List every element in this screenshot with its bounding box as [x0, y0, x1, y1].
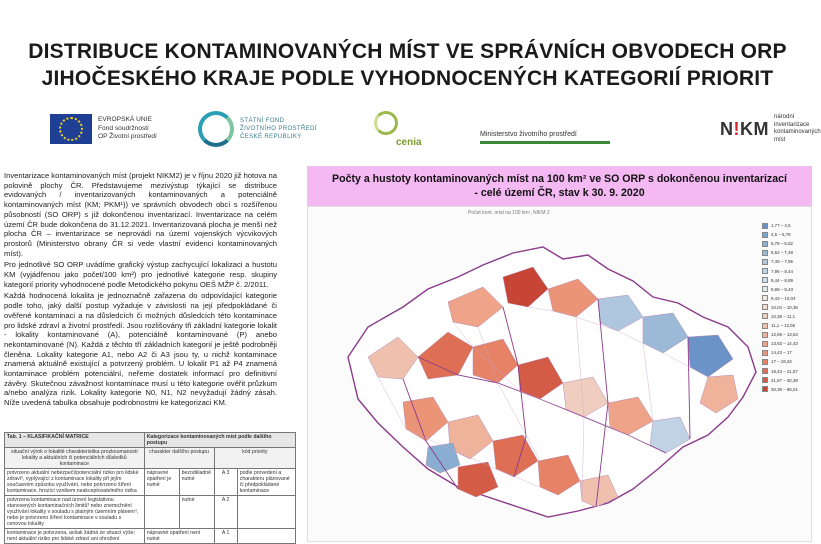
- legend-swatch: [762, 377, 768, 383]
- legend-item: 12,55 – 13,63: [762, 330, 810, 339]
- legend-item: 8,89 – 9,43: [762, 285, 810, 294]
- legend-item: 18,43 – 21,57: [762, 367, 810, 376]
- table-row: potvrzena kontaminace nad úrovní legislativou stanovených kontaminačních limitů³ nebo znemožnění využívání lokality v souladu s platným územním plánem⁴, nebo je potvrzeno šíření kontaminace v souladu s cenovou lokality nutné A 2: [5, 496, 296, 529]
- map-title-banner: [307, 166, 812, 206]
- mzp-logo: Ministerstvo životního prostředí: [480, 104, 610, 154]
- legend-item: 10,38 – 11,1: [762, 312, 810, 321]
- table-caption-right: Kategorizace kontaminovaných míst podle dalšího postupu: [144, 433, 295, 448]
- legend-item: 6,52 – 7,49: [762, 248, 810, 257]
- legend-swatch: [762, 241, 768, 247]
- body-text: [4, 171, 277, 410]
- eu-logo: [50, 104, 157, 154]
- title-block: [0, 38, 815, 92]
- legend-item: 5,78 – 6,52: [762, 239, 810, 248]
- legend-item: 8,44 – 8,89: [762, 276, 810, 285]
- legend-item: 7,49 – 7,96: [762, 257, 810, 266]
- legend-item: 11,1 – 12,55: [762, 321, 810, 330]
- legend-item: 30,39 – 85,01: [762, 385, 810, 394]
- legend-item: 21,57 – 30,39: [762, 376, 810, 385]
- table-header-situation: situační výrok o lokalitě charakteristika prozkoumanosti lokality a aktuálních či potenciálních důsledků kontaminace: [5, 448, 145, 469]
- table-row: potvrzeno aktuální nebezpečí/potenciální riziko pro lidské zdraví², vyplývající z kontaminace lokality při jejím současném způsobu využívání, nebo potvrzeno šíření kontaminace, hrozící vznikem neakceptovatelného rizika nápravné opatření je nutné bezodkladně nutné A 3 podle provedení a charakteru plánované či předpokládané kontaminace: [5, 469, 296, 496]
- legend-item: 9,43 – 10,04: [762, 294, 810, 303]
- legend-swatch: [762, 295, 768, 301]
- sfzp-logo: [198, 104, 317, 154]
- table-header-procedure: charakter dalšího postupu: [144, 448, 214, 469]
- page-title-line-2: JIHOČESKÉHO KRAJE PODLE VYHODNOCENÝCH KATEGORIÍ PRIORIT: [41, 67, 774, 90]
- legend-swatch: [762, 341, 768, 347]
- legend-item: 4,5 – 5,78: [762, 230, 810, 239]
- body-paragraph-3: Každá hodnocená lokalita je jednoznačně zařazena do odpovídající kategorie podle toho, jaký další postup vyžaduje v závislosti na její předpokládané či ověřené kontaminaci a na důsledcích či možných důsledcích této kontaminace pro lidské zdraví a životní prostředí. Jsou rozlišovány tři základní kategorie lokalit - lokality kontaminované (A), potenciálně kontaminované (P) anebo nekontaminované (N). Každá z těchto tří základních kategorií je ještě podrobněji členěna. Lokality kategorie A1, nebo A2 či A3 jsou ty, u nichž kontaminace znamená aktuálně existující a potvrzený problém. U lokalit P1 až P4 znamená kontaminace problém potenciální, neřeme dostatek informací pro definitivní závěry. Skutečnou závažnost kontaminace musí u této kategorie ověřit průzkum a/nebo analýza rizik. Lokality kategorie N0, N1, N2 nevyžadují žádný zásah. Níže uvedená tabulka obsahuje podrobnostmi ke kategorizaci KM.: [4, 291, 277, 408]
- legend-swatch: [762, 323, 768, 329]
- nikm-logo-text: národní inventarizace kontaminovaných míst: [774, 114, 821, 143]
- legend-swatch: [762, 277, 768, 283]
- legend-swatch: [762, 313, 768, 319]
- legend-swatch: [762, 232, 768, 238]
- legend-swatch: [762, 286, 768, 292]
- legend-swatch: [762, 259, 768, 265]
- classification-table: [4, 432, 296, 544]
- legend-swatch: [762, 368, 768, 374]
- table-row: kontaminace je potvrzena, avšak žádná ze situací výše; není aktuální riziko pro lidské zdraví ani ohrožení nápravné opatření není nutné A 1: [5, 529, 296, 544]
- map-panel: [307, 166, 812, 542]
- table-caption-left: Tab. 1 – KLASIFIKAČNÍ MATRICE: [5, 433, 145, 448]
- eu-flag-icon: [50, 114, 92, 144]
- legend-item: 13,63 – 14,43: [762, 339, 810, 348]
- legend-swatch: [762, 332, 768, 338]
- legend-swatch: [762, 304, 768, 310]
- czech-republic-map: [308, 207, 813, 543]
- nikm-logo: [720, 104, 821, 154]
- page-title-line-1: DISTRIBUCE KONTAMINOVANÝCH MÍST VE SPRÁVNÍCH OBVODECH ORP: [28, 40, 787, 63]
- cenia-logo: [366, 104, 422, 154]
- sfzp-emblem-icon: [198, 111, 234, 147]
- nikm-wordmark: N!KM: [720, 118, 769, 139]
- legend-item: 1,77 – 4,5: [762, 221, 810, 230]
- legend-item: 7,96 – 8,44: [762, 266, 810, 275]
- legend-swatch: [762, 350, 768, 356]
- map-caption: Počet kont. míst na 100 km², NIKM 2: [468, 210, 550, 216]
- logo-strip: [40, 104, 821, 154]
- legend-swatch: [762, 268, 768, 274]
- table-header-priority: kód priority: [214, 448, 296, 469]
- legend-item: 10,04 – 10,38: [762, 303, 810, 312]
- map-frame: [307, 206, 812, 542]
- eu-logo-text: EVROPSKÁ UNIE Fond soudržnosti OP Životní prostředí: [98, 116, 157, 141]
- legend-swatch: [762, 386, 768, 392]
- legend-swatch: [762, 359, 768, 365]
- body-paragraph-1: Inventarizace kontaminovaných míst (projekt NIKM2) je v říjnu 2020 již hotova na polovině plochy ČR. Představujeme mezivýstup týkající se distribuce evidovaných / inventarizovaných kontaminovaných a potenciálně kontaminovaných míst (KM; PKM¹)) ve správních obvodech obcí s rozšířenou působností (SO ORP) s již dokončenou inventarizací. Inventarizace na celém území ČR bude dokončena do 31.12.2021. Inventarizovaná plocha je menší než plocha ČR – inventarizace se neprovádí na území vojenských výcvikových prostorů (Ministerstvo obrany ČR si vede vlastní evidenci kontaminovaných míst).: [4, 171, 277, 258]
- legend-item: 14,43 – 17: [762, 348, 810, 357]
- map-title-line-2: - celé území ČR, stav k 30. 9. 2020: [474, 187, 645, 199]
- legend-item: 17 – 18,43: [762, 357, 810, 366]
- body-paragraph-2: Pro jednotlivé SO ORP uvádíme grafický výstup zachycující lokalizaci a hustotu KM (vyjádřenou jako počet/100 km²) pro jednotlivé kategorie resp. skupiny kategorií priority vyhodnocené podle Metodického pokynu OEŠ MŽP č. 2/2011.: [4, 260, 277, 289]
- map-title-line-1: Počty a hustoty kontaminovaných míst na 100 km² ve SO ORP s dokončenou inventarizací: [332, 173, 787, 185]
- cenia-emblem-icon: cenia: [366, 107, 406, 151]
- legend-swatch: [762, 223, 768, 229]
- legend-swatch: [762, 250, 768, 256]
- sfzp-logo-text: STÁTNÍ FOND ŽIVOTNÍHO PROSTŘEDÍ ČESKÉ REPUBLIKY: [240, 118, 317, 140]
- map-legend: [762, 221, 810, 394]
